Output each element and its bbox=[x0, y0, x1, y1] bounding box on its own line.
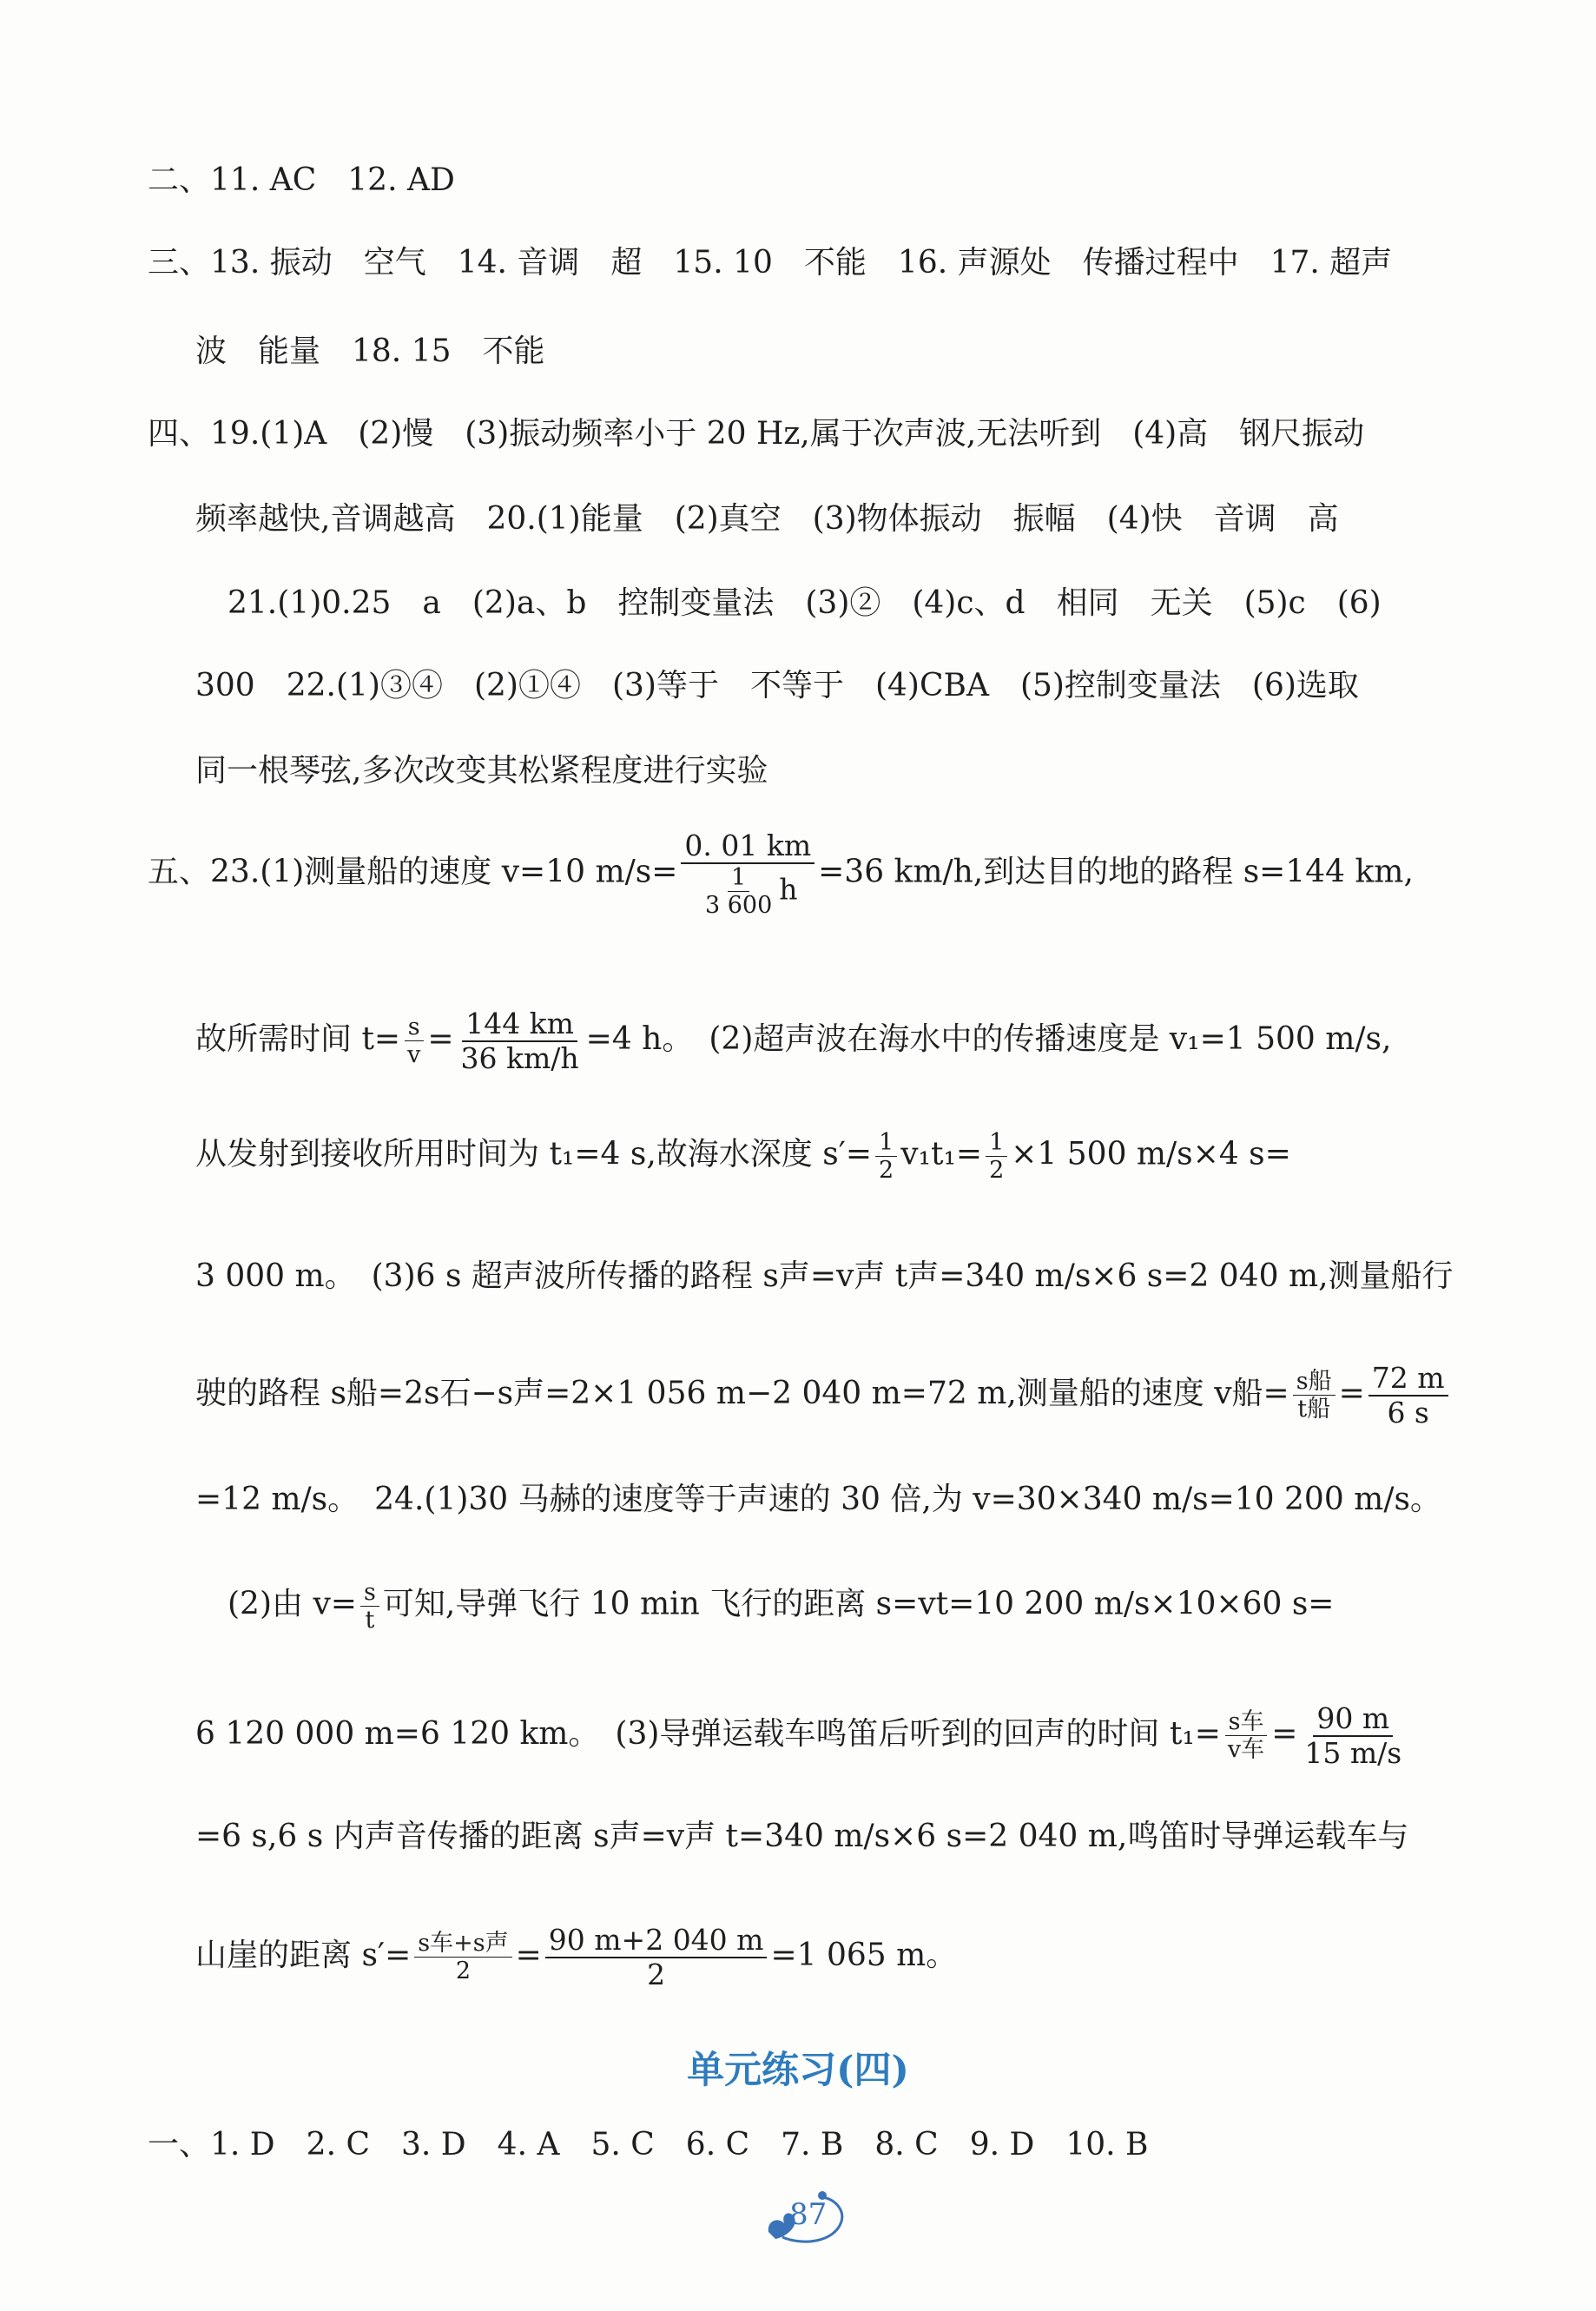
missile-text-b: 可知,导弹飞行 10 min 飞行的距离 s=vt=10 200 m/s×10×60 s= bbox=[382, 1586, 1335, 1622]
sum-over-two-fraction bbox=[414, 1930, 511, 1984]
equals-sign: = bbox=[515, 1937, 542, 1973]
section-4-text-1: 19.(1)A (2)慢 (3)振动频率小于 20 Hz,属于次声波,无法听到 (4)高 钢尺振动 bbox=[210, 416, 1365, 452]
section-3-line-2 bbox=[195, 333, 1515, 370]
section-3-label: 三、 bbox=[148, 245, 211, 281]
section-4-line-3 bbox=[228, 584, 1547, 622]
section-4-line-2 bbox=[195, 500, 1515, 538]
v1t1-text: v₁t₁= bbox=[900, 1136, 983, 1172]
fraction-numerator: s车 bbox=[1225, 1708, 1268, 1736]
section-5-line-6 bbox=[195, 1481, 1515, 1518]
fraction-denominator: v bbox=[407, 1041, 421, 1069]
fraction-denominator: 2 bbox=[647, 1957, 666, 1991]
section-1-label: 一、 bbox=[148, 2127, 211, 2162]
q24-text: =12 m/s。 24.(1)30 马赫的速度等于声速的 30 倍,为 v=30×340 m/s=10 200 m/s。 bbox=[195, 1482, 1441, 1517]
s-over-v-fraction bbox=[404, 1014, 424, 1068]
time-text: 故所需时间 t= bbox=[195, 1020, 401, 1057]
section-4-text-3: 21.(1)0.25 a (2)a、b 控制变量法 (3)② (4)c、d 相同 无关 (5)c (6) bbox=[228, 585, 1382, 621]
depth-text: 从发射到接收所用时间为 t₁=4 s,故海水深度 s′= bbox=[195, 1136, 873, 1172]
fraction-numerator: s船 bbox=[1293, 1368, 1335, 1396]
section-4-label: 四、 bbox=[148, 416, 211, 452]
section-1-text: 1. D 2. C 3. D 4. A 5. C 6. C 7. B 8. C 9. D 10. B bbox=[210, 2127, 1149, 2162]
equals-sign: = bbox=[1271, 1715, 1298, 1752]
section-4-line-5 bbox=[195, 752, 1515, 789]
inner-fraction bbox=[702, 864, 775, 919]
page-number-badge bbox=[751, 2187, 855, 2248]
ship-speed-fraction bbox=[1368, 1362, 1448, 1430]
section-3-text-2: 波 能量 18. 15 不能 bbox=[195, 333, 545, 369]
fraction-denominator: t船 bbox=[1297, 1396, 1331, 1423]
equals-sign: = bbox=[427, 1020, 454, 1057]
equals-sign: = bbox=[1338, 1375, 1365, 1411]
cliff-result: =1 065 m。 bbox=[770, 1937, 958, 1973]
section-5-line-9 bbox=[195, 1818, 1515, 1855]
s-over-t-fraction bbox=[360, 1579, 379, 1634]
echo-distance-text: =6 s,6 s 内声音传播的距离 s声=v声 t=340 m/s×6 s=2 040 m,鸣笛时导弹运载车与 bbox=[195, 1819, 1409, 1854]
ultrasound-speed-text: =4 h。 (2)超声波在海水中的传播速度是 v₁=1 500 m/s, bbox=[585, 1020, 1392, 1057]
section-4-line-1 bbox=[148, 415, 1467, 452]
car-time-fraction bbox=[1301, 1702, 1405, 1770]
fraction-denominator: 2 bbox=[879, 1157, 894, 1185]
section-2-line bbox=[148, 162, 1467, 199]
page-number: 87 bbox=[789, 2197, 828, 2232]
section-2-label: 二、 bbox=[148, 162, 211, 198]
section-4-line-4 bbox=[195, 667, 1515, 704]
distance-speed-fraction bbox=[458, 1007, 583, 1075]
s-over-v-car-fraction bbox=[1224, 1708, 1268, 1763]
fraction-numerator: 72 m bbox=[1368, 1362, 1448, 1397]
section-5-line-2 bbox=[195, 1007, 1515, 1075]
section-3-text-1: 13. 振动 空气 14. 音调 超 15. 10 不能 16. 声源处 传播过程中 17. 超声 bbox=[210, 245, 1393, 281]
section-5-line-4 bbox=[195, 1258, 1515, 1295]
section-1-line bbox=[148, 2126, 1467, 2163]
section-2-text: 11. AC 12. AD bbox=[210, 162, 455, 198]
fraction-numerator: 90 m+2 040 m bbox=[545, 1924, 768, 1958]
fraction-numerator: 90 m bbox=[1313, 1702, 1393, 1737]
s-over-t-ship-fraction bbox=[1293, 1368, 1335, 1423]
depth-calculation: ×1 500 m/s×4 s= bbox=[1011, 1136, 1291, 1172]
cliff-value-fraction bbox=[545, 1924, 768, 1991]
section-3-line-1 bbox=[148, 244, 1467, 281]
fraction-denominator: 6 s bbox=[1387, 1395, 1429, 1430]
half-fraction bbox=[986, 1129, 1007, 1184]
fraction-denominator bbox=[695, 864, 801, 919]
fraction-numerator: 144 km bbox=[462, 1007, 577, 1042]
fraction-denominator: 15 m/s bbox=[1304, 1735, 1402, 1770]
fraction-numerator: s bbox=[405, 1014, 424, 1041]
section-5-line-7 bbox=[228, 1579, 1547, 1634]
section-5-label: 五、 bbox=[148, 854, 211, 890]
echo-time-text: 6 120 000 m=6 120 km。 (3)导弹运载车鸣笛后听到的回声的时间 t₁= bbox=[195, 1715, 1221, 1752]
fraction-denominator: t bbox=[365, 1607, 375, 1634]
fraction-denominator: v车 bbox=[1227, 1736, 1265, 1764]
section-4-text-4: 300 22.(1)③④ (2)①④ (3)等于 不等于 (4)CBA (5)控制变量法 (6)选取 bbox=[195, 668, 1359, 703]
section-5-line-10 bbox=[195, 1924, 1515, 1991]
unit-title: 单元练习(四) bbox=[687, 2049, 909, 2092]
section-4-text-2: 频率越快,音调越高 20.(1)能量 (2)真空 (3)物体振动 振幅 (4)快 音调 高 bbox=[195, 501, 1339, 537]
section-4-text-5: 同一根琴弦,多次改变其松紧程度进行实验 bbox=[195, 753, 768, 789]
cliff-distance-text: 山崖的距离 s′= bbox=[195, 1937, 412, 1973]
section-5-line-8 bbox=[195, 1702, 1515, 1770]
complex-fraction bbox=[681, 829, 814, 919]
fraction-numerator: s车+s声 bbox=[414, 1930, 511, 1958]
fraction-denominator: 36 km/h bbox=[460, 1040, 579, 1075]
section-5-line-3 bbox=[195, 1129, 1515, 1184]
fraction-numerator: s bbox=[360, 1579, 379, 1607]
section-5-line-5 bbox=[195, 1362, 1515, 1430]
missile-text-a: (2)由 v= bbox=[228, 1586, 357, 1622]
fraction-numerator: 0. 01 km bbox=[681, 829, 814, 864]
fraction-denominator: 2 bbox=[989, 1157, 1005, 1185]
q23-distance-text: =36 km/h,到达目的地的路程 s=144 km, bbox=[818, 854, 1414, 890]
fraction-unit: h bbox=[779, 872, 798, 907]
fraction-denominator: 2 bbox=[455, 1958, 472, 1985]
inner-fraction-denominator: 3 600 bbox=[704, 891, 773, 919]
section-5-line-1 bbox=[148, 829, 1467, 919]
ship-distance-text: 驶的路程 s船=2s石−s声=2×1 056 m−2 040 m=72 m,测量船的速度 v船= bbox=[195, 1375, 1289, 1411]
q23-speed-text: 23.(1)测量船的速度 v=10 m/s= bbox=[210, 854, 678, 890]
half-fraction bbox=[875, 1129, 897, 1184]
sound-distance-text: 3 000 m。 (3)6 s 超声波所传播的路程 s声=v声 t声=340 m/s×6 s=2 040 m,测量船行 bbox=[195, 1258, 1454, 1294]
inner-fraction-numerator: 1 bbox=[728, 864, 749, 892]
fraction-numerator: 1 bbox=[875, 1129, 897, 1157]
fraction-numerator: 1 bbox=[986, 1129, 1007, 1157]
